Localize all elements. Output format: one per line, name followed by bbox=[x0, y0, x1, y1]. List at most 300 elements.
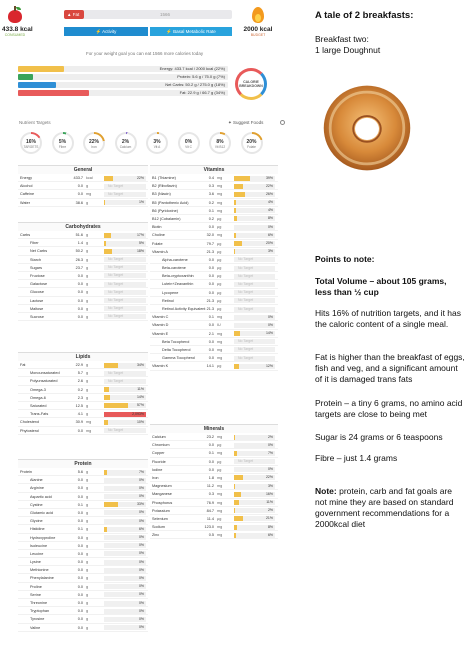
remaining-number: 1566 bbox=[160, 12, 171, 17]
no-target-label: No Target bbox=[238, 306, 254, 311]
nutrient-row bbox=[18, 607, 148, 615]
nutrient-name: B2 (Riboflavin) bbox=[152, 184, 177, 189]
nutrient-row bbox=[18, 566, 148, 574]
nutrient-row bbox=[18, 394, 148, 402]
nutrient-progress-fill bbox=[104, 387, 109, 392]
nutrient-row bbox=[18, 468, 148, 476]
nutrient-value: 0.0 bbox=[77, 519, 83, 524]
nutrient-progress-fill bbox=[234, 475, 243, 480]
nutrient-row bbox=[18, 418, 148, 426]
breakfast-food: 1 large Doughnut bbox=[315, 45, 381, 55]
nutrient-name: Arginine bbox=[30, 486, 44, 491]
nutrient-unit: µg bbox=[217, 282, 222, 287]
bmr-button[interactable] bbox=[150, 27, 232, 36]
energy-bar bbox=[18, 66, 228, 72]
nutrient-percent: 0% bbox=[138, 592, 144, 597]
nutrient-percent: 1% bbox=[138, 200, 144, 205]
nutrient-row bbox=[18, 386, 148, 394]
suggest-foods-link[interactable] bbox=[228, 120, 263, 126]
nutrient-value: 38.6 bbox=[75, 200, 83, 205]
nutrient-row bbox=[18, 534, 148, 542]
nutrient-unit: g bbox=[86, 265, 89, 270]
nutrient-row bbox=[150, 354, 278, 362]
no-target-label: No Target bbox=[238, 339, 254, 344]
nutrient-name: Vitamin C bbox=[152, 315, 169, 320]
nutrient-row bbox=[18, 558, 148, 566]
nutrient-row bbox=[150, 507, 278, 515]
no-target-label: No Target bbox=[238, 257, 254, 262]
consumed-kcal: 433.8 kcal bbox=[2, 26, 33, 33]
nutrient-value: 0.4 bbox=[208, 176, 214, 180]
nutrient-unit: g bbox=[86, 527, 89, 532]
general-panel bbox=[18, 165, 148, 207]
protein-title: Protein bbox=[18, 460, 148, 468]
nutrient-unit: mg bbox=[217, 492, 223, 497]
bmr-label: Basal Metabolic Rate bbox=[173, 29, 216, 34]
nutrient-name: Phosphorus bbox=[152, 500, 173, 505]
nutrient-progress-bar bbox=[234, 241, 275, 246]
nutrient-name: Serine bbox=[30, 592, 41, 597]
nutrient-value: 5.7 bbox=[77, 371, 83, 376]
nutrient-value: 0.0 bbox=[77, 625, 83, 630]
nutrient-row bbox=[18, 591, 148, 599]
nutrient-unit: g bbox=[86, 625, 89, 630]
nutrient-name: Fiber bbox=[30, 241, 39, 246]
nutrient-percent: 22% bbox=[265, 183, 273, 188]
nutrient-progress-bar bbox=[104, 249, 146, 254]
nutrient-progress-fill bbox=[234, 233, 236, 238]
nutrient-name: Proline bbox=[30, 584, 42, 589]
nutrient-row bbox=[18, 305, 148, 313]
nutrient-value: 0.0 bbox=[77, 282, 83, 287]
nutrient-name: Fluoride bbox=[152, 459, 166, 464]
nutrient-progress-bar bbox=[234, 176, 275, 181]
nutrient-value: 0.2 bbox=[208, 200, 214, 205]
target-ring-value: 5% bbox=[58, 139, 67, 145]
no-target-label: No Target bbox=[108, 257, 124, 262]
minerals-title: Minerals bbox=[150, 425, 278, 433]
target-ring[interactable] bbox=[115, 132, 137, 154]
nutrient-unit: g bbox=[86, 395, 89, 400]
diary-summary-bar bbox=[64, 10, 232, 19]
calorie-breakdown-button[interactable] bbox=[235, 68, 267, 100]
nutrient-name: Energy bbox=[20, 176, 33, 180]
nutrient-progress-bar bbox=[234, 451, 275, 456]
nutrient-percent: 0% bbox=[138, 477, 144, 482]
nutrient-value: 23.2 bbox=[206, 435, 214, 439]
carbs-title: Carbohydrates bbox=[18, 223, 148, 231]
no-target-label: No Target bbox=[238, 355, 254, 360]
goal-note: For your weight goal you can eat 1566 more calories today bbox=[86, 51, 204, 56]
activity-button[interactable] bbox=[64, 27, 148, 36]
nutrient-unit: mg bbox=[217, 331, 223, 336]
nutrient-unit: g bbox=[86, 387, 89, 392]
nutrient-progress-fill bbox=[234, 508, 235, 513]
nutrient-progress-bar bbox=[104, 592, 146, 597]
target-ring-value: 20% bbox=[246, 139, 257, 145]
nutrient-value: 0.0 bbox=[77, 428, 83, 433]
nutrient-unit: g bbox=[86, 609, 89, 614]
target-ring[interactable] bbox=[241, 132, 263, 154]
nutrient-row bbox=[150, 305, 278, 313]
nutrient-progress-bar bbox=[104, 568, 146, 573]
nutrient-progress-bar bbox=[234, 508, 275, 513]
nutrient-row bbox=[18, 174, 148, 182]
nutrient-progress-fill bbox=[234, 484, 235, 489]
nutrient-progress-bar bbox=[104, 609, 146, 614]
nutrient-row bbox=[18, 509, 148, 517]
target-ring-inner bbox=[54, 134, 72, 152]
no-target-label: No Target bbox=[108, 265, 124, 270]
nutrient-progress-bar bbox=[104, 470, 146, 475]
nutrient-progress-fill bbox=[234, 435, 235, 440]
target-ring[interactable] bbox=[178, 132, 200, 154]
nutrient-row bbox=[18, 288, 148, 296]
nutrient-row bbox=[18, 361, 148, 369]
target-ring[interactable] bbox=[209, 132, 231, 154]
target-ring-value: 3% bbox=[153, 139, 161, 145]
nutrient-progress-bar bbox=[104, 535, 146, 540]
nutrient-unit: mg bbox=[217, 508, 223, 513]
nutrient-row bbox=[18, 501, 148, 509]
nutrient-progress-bar bbox=[104, 486, 146, 491]
nutrient-row bbox=[150, 362, 278, 370]
nutrient-unit: mg bbox=[217, 525, 223, 530]
calorie-breakdown-label: CALORIE BREAKDOWN bbox=[239, 80, 263, 88]
nutrient-progress-bar bbox=[104, 233, 146, 238]
nutrient-unit: mg bbox=[217, 339, 223, 344]
nutrient-progress-fill bbox=[104, 233, 111, 238]
nutrient-progress-bar bbox=[104, 576, 146, 581]
nutrient-progress-fill bbox=[234, 533, 236, 538]
nutrient-name: Trans-Fats bbox=[30, 412, 49, 417]
lipids-panel bbox=[18, 352, 148, 435]
nutrient-name: Iodine bbox=[152, 467, 163, 472]
nutrient-value: 76.9 bbox=[206, 500, 214, 505]
nutrient-row bbox=[18, 599, 148, 607]
nutrient-value: 84.7 bbox=[206, 508, 214, 513]
nutrient-name: Manganese bbox=[152, 492, 172, 497]
nutrient-progress-bar bbox=[234, 290, 275, 295]
nutrient-progress-bar bbox=[104, 265, 146, 270]
nutrient-percent: 14% bbox=[136, 395, 144, 400]
nutrient-progress-bar bbox=[104, 282, 146, 287]
nutrient-percent: 0% bbox=[138, 608, 144, 613]
nutrient-row bbox=[150, 458, 278, 466]
nutrient-value: 0.3 bbox=[208, 184, 214, 189]
nutrient-progress-bar bbox=[234, 459, 275, 464]
nutrient-name: Polyunsaturated bbox=[30, 379, 58, 384]
nutrient-progress-bar bbox=[104, 519, 146, 524]
nutrient-unit: mg bbox=[217, 484, 223, 489]
nutrient-name: Cholesterol bbox=[20, 420, 40, 425]
nutrient-percent: 0% bbox=[267, 467, 273, 472]
note-disclaimer bbox=[315, 486, 465, 530]
nutrient-percent: 20% bbox=[265, 241, 273, 245]
nutrient-value: 0.0 bbox=[77, 314, 83, 319]
nutrient-row bbox=[18, 280, 148, 288]
nutrient-unit: g bbox=[86, 592, 89, 597]
nutrient-value: 0.0 bbox=[77, 192, 83, 197]
nutrient-progress-bar bbox=[234, 525, 275, 530]
nutrient-row bbox=[18, 493, 148, 501]
nutrient-row bbox=[150, 182, 278, 190]
nutrient-name: Glucose bbox=[30, 290, 44, 295]
nutrient-progress-bar bbox=[104, 298, 146, 303]
nutrient-row bbox=[18, 247, 148, 255]
nutrient-row bbox=[150, 297, 278, 305]
nutrient-percent: 57% bbox=[136, 403, 144, 408]
nutrient-name: Net Carbs bbox=[30, 249, 48, 254]
nutrient-unit: µg bbox=[217, 274, 222, 279]
nutrient-row bbox=[18, 190, 148, 198]
nutrient-row bbox=[150, 338, 278, 346]
nutrient-row bbox=[18, 427, 148, 435]
nutrient-progress-bar bbox=[104, 257, 146, 262]
nutrient-percent: 6% bbox=[138, 526, 144, 531]
nutrient-progress-fill bbox=[234, 451, 237, 456]
target-ring[interactable] bbox=[83, 132, 105, 154]
nutrient-progress-bar bbox=[234, 216, 275, 221]
nutrient-progress-fill bbox=[234, 241, 242, 246]
nutrient-name: Vitamin E bbox=[152, 331, 169, 336]
nutrient-name: Phytosterol bbox=[20, 428, 39, 433]
target-ring[interactable] bbox=[20, 132, 42, 154]
nutrient-unit: g bbox=[86, 200, 89, 205]
nutrient-value: 0.0 bbox=[208, 225, 214, 230]
vitamins-title: Vitamins bbox=[150, 166, 278, 174]
nutrient-name: Phenylalanine bbox=[30, 576, 54, 581]
nutrient-unit: mg bbox=[217, 451, 223, 456]
nutrient-name: Threonine bbox=[30, 601, 48, 605]
nutrient-name: Magnesium bbox=[152, 484, 172, 489]
nutrient-row bbox=[150, 240, 278, 248]
nutrient-progress-bar bbox=[234, 356, 275, 361]
nutrient-progress-fill bbox=[234, 184, 243, 189]
nutrient-progress-bar bbox=[234, 364, 275, 369]
nutrient-progress-bar bbox=[234, 200, 275, 205]
nutrient-unit: g bbox=[86, 314, 89, 319]
target-ring-inner bbox=[243, 134, 261, 152]
nutrient-value: 0.1 bbox=[208, 315, 214, 320]
nutrient-row bbox=[18, 199, 148, 207]
nutrient-progress-bar bbox=[104, 395, 146, 400]
nutrient-percent: 0% bbox=[138, 625, 144, 630]
nutrient-name: Glycine bbox=[30, 519, 43, 524]
nutrient-percent: 17% bbox=[136, 232, 144, 237]
energy-bar-fill bbox=[18, 66, 64, 72]
nutrient-progress-fill bbox=[234, 516, 243, 521]
nutrient-row bbox=[150, 264, 278, 272]
lightbulb-icon: ✦ bbox=[228, 120, 232, 125]
nutrient-unit: mg bbox=[217, 475, 223, 480]
nutrient-progress-bar bbox=[234, 184, 275, 189]
nutrient-name: Water bbox=[20, 200, 30, 205]
nutrient-percent: 0% bbox=[138, 535, 144, 539]
nutrient-progress-bar bbox=[234, 192, 275, 197]
summary-header bbox=[0, 0, 292, 50]
nutrient-unit: mg bbox=[217, 347, 223, 352]
flame-small-icon: ▲ bbox=[67, 12, 72, 17]
fat-tab[interactable] bbox=[64, 10, 84, 19]
protein-panel bbox=[18, 459, 148, 632]
nutrient-value: 0.0 bbox=[208, 282, 214, 287]
target-ring-value: 8% bbox=[216, 139, 224, 145]
target-ring[interactable] bbox=[52, 132, 74, 154]
nutrient-value: 0.1 bbox=[208, 451, 214, 456]
nutrient-progress-bar bbox=[104, 584, 146, 589]
nutrient-name: Beta-carotene bbox=[162, 266, 186, 271]
nutrient-unit: mg bbox=[217, 500, 223, 505]
no-target-label: No Target bbox=[238, 290, 254, 295]
nutrient-unit: g bbox=[86, 486, 89, 491]
nutrient-value: 0.1 bbox=[77, 527, 83, 532]
nutrient-value: 14.1 bbox=[206, 364, 214, 369]
target-ring-value: 22% bbox=[88, 139, 99, 145]
nutrient-unit: mg bbox=[86, 428, 92, 433]
nutrient-row bbox=[18, 297, 148, 305]
nutrient-row bbox=[150, 223, 278, 231]
nutrient-value: 1.4 bbox=[77, 241, 83, 246]
nutrient-value: 0.1 bbox=[77, 502, 83, 507]
nutrient-row bbox=[18, 231, 148, 239]
nutrient-percent: 0% bbox=[138, 494, 144, 499]
nutrient-unit: g bbox=[86, 363, 89, 367]
nutrient-progress-fill bbox=[104, 470, 107, 475]
nutrient-percent: 0% bbox=[138, 600, 144, 605]
nutrient-percent: 0% bbox=[138, 584, 144, 589]
nutrient-name: Carbs bbox=[20, 233, 31, 237]
nutrient-unit: g bbox=[86, 535, 89, 540]
nutrient-row bbox=[150, 346, 278, 354]
nutrient-progress-bar bbox=[104, 241, 146, 246]
nutrient-unit: µg bbox=[217, 307, 222, 311]
energy-bar bbox=[18, 90, 228, 96]
nutrient-value: 0.0 bbox=[77, 535, 83, 540]
nutrient-percent: 7% bbox=[138, 469, 144, 474]
nutrient-percent: 5% bbox=[138, 240, 144, 245]
nutrient-value: 0.0 bbox=[77, 290, 83, 295]
energy-bar bbox=[18, 82, 228, 88]
bolt-icon: ⚡ bbox=[166, 29, 172, 34]
nutrient-unit: g bbox=[86, 584, 89, 589]
nutrient-percent: 4% bbox=[267, 208, 273, 213]
nutrient-value: 0.0 bbox=[77, 592, 83, 597]
nutrient-unit: mg bbox=[217, 233, 223, 238]
minerals-panel bbox=[150, 424, 278, 539]
no-target-label: No Target bbox=[108, 370, 124, 375]
nutrient-progress-bar bbox=[104, 306, 146, 311]
apple-icon bbox=[6, 6, 24, 24]
nutrient-unit: g bbox=[86, 379, 89, 384]
nutrient-progress-bar bbox=[104, 200, 146, 205]
nutrient-row bbox=[150, 207, 278, 215]
nutrient-percent: 21% bbox=[265, 516, 273, 521]
nutrient-name: Omega-3 bbox=[30, 387, 46, 392]
vitamins-panel bbox=[150, 165, 278, 371]
nutrient-value: 0.0 bbox=[208, 323, 214, 328]
nutrient-name: Beta-cryptoxanthin bbox=[162, 274, 194, 279]
nutrient-unit: mg bbox=[217, 533, 223, 538]
nutrient-progress-bar bbox=[234, 249, 275, 254]
nutrient-progress-bar bbox=[104, 502, 146, 507]
nutrient-name: Vitamin A bbox=[152, 249, 168, 254]
nutrient-row bbox=[150, 289, 278, 297]
energy-bar-fill bbox=[18, 74, 33, 80]
nutrient-row bbox=[18, 402, 148, 410]
nutrient-name: B6 (Pyridoxine) bbox=[152, 208, 178, 213]
nutrient-name: Alpha-carotene bbox=[162, 257, 188, 262]
nutrient-row bbox=[150, 199, 278, 207]
nutrient-progress-bar bbox=[104, 371, 146, 376]
nutrient-value: 0.0 bbox=[77, 568, 83, 573]
nutrient-value: 0.0 bbox=[77, 543, 83, 548]
nutrient-value: 0.0 bbox=[77, 560, 83, 565]
no-target-label: No Target bbox=[108, 378, 124, 383]
nutrient-unit: g bbox=[86, 298, 89, 303]
nutrient-name: Vitamin K bbox=[152, 364, 169, 369]
nutrient-value: 26.3 bbox=[75, 257, 83, 262]
nutrient-row bbox=[150, 280, 278, 288]
note-targets: Hits 16% of nutrition targets, and it has the caloric content of a single meal. bbox=[315, 308, 461, 329]
nutrient-value: 0.0 bbox=[77, 478, 83, 483]
nutrient-unit: µg bbox=[217, 257, 222, 262]
nutrient-value: 0.0 bbox=[208, 347, 214, 352]
nutrient-unit: µg bbox=[217, 516, 222, 521]
nutrient-targets-title: Nutrient Targets bbox=[19, 120, 51, 125]
nutrient-progress-fill bbox=[234, 500, 239, 505]
nutrient-value: 433.7 bbox=[73, 176, 83, 180]
target-ring-inner bbox=[85, 134, 103, 152]
nutrient-percent: 8% bbox=[267, 216, 273, 221]
note-protein: Protein – a tiny 6 grams, no amino acid targets are close to being met bbox=[315, 398, 463, 419]
nutrient-name: B5 (Pantothenic Acid) bbox=[152, 200, 189, 205]
nutrient-value: 21.3 bbox=[206, 307, 214, 311]
nutrient-row bbox=[150, 449, 278, 457]
nutrient-percent: 3% bbox=[267, 249, 273, 254]
nutrient-name: Galactose bbox=[30, 282, 48, 287]
nutrient-row bbox=[18, 272, 148, 280]
nutrient-unit: µg bbox=[217, 266, 222, 271]
nutrient-row bbox=[150, 441, 278, 449]
nutrient-row bbox=[150, 215, 278, 223]
nutrient-name: Lactose bbox=[30, 298, 44, 303]
nutrient-name: Leucine bbox=[30, 551, 44, 556]
target-ring[interactable] bbox=[146, 132, 168, 154]
nutrient-progress-bar bbox=[104, 625, 146, 630]
gear-icon[interactable] bbox=[280, 120, 285, 125]
nutrient-percent: 0% bbox=[138, 616, 144, 621]
nutrient-unit: g bbox=[86, 290, 89, 295]
nutrient-progress-bar bbox=[104, 551, 146, 556]
budget-kcal: 2000 kcal bbox=[243, 26, 273, 33]
target-ring-label: Folate bbox=[247, 145, 256, 149]
nutrient-row bbox=[150, 321, 278, 329]
nutrient-unit: µg bbox=[217, 467, 222, 472]
nutrient-name: Omega-6 bbox=[30, 395, 46, 400]
nutrient-value: 0.0 bbox=[208, 459, 214, 464]
nutrient-row bbox=[18, 410, 148, 418]
nutrient-value: 0.2 bbox=[77, 387, 83, 392]
nutrient-row bbox=[18, 264, 148, 272]
nutrient-progress-bar bbox=[234, 225, 275, 230]
nutrient-row bbox=[150, 515, 278, 523]
nutrient-name: Zinc bbox=[152, 533, 160, 538]
nutrient-name: Gamma Tocopherol bbox=[162, 356, 196, 361]
nutrient-percent: 22% bbox=[136, 175, 144, 180]
nutrient-unit: IU bbox=[217, 323, 221, 328]
nutrient-unit: g bbox=[86, 543, 89, 548]
